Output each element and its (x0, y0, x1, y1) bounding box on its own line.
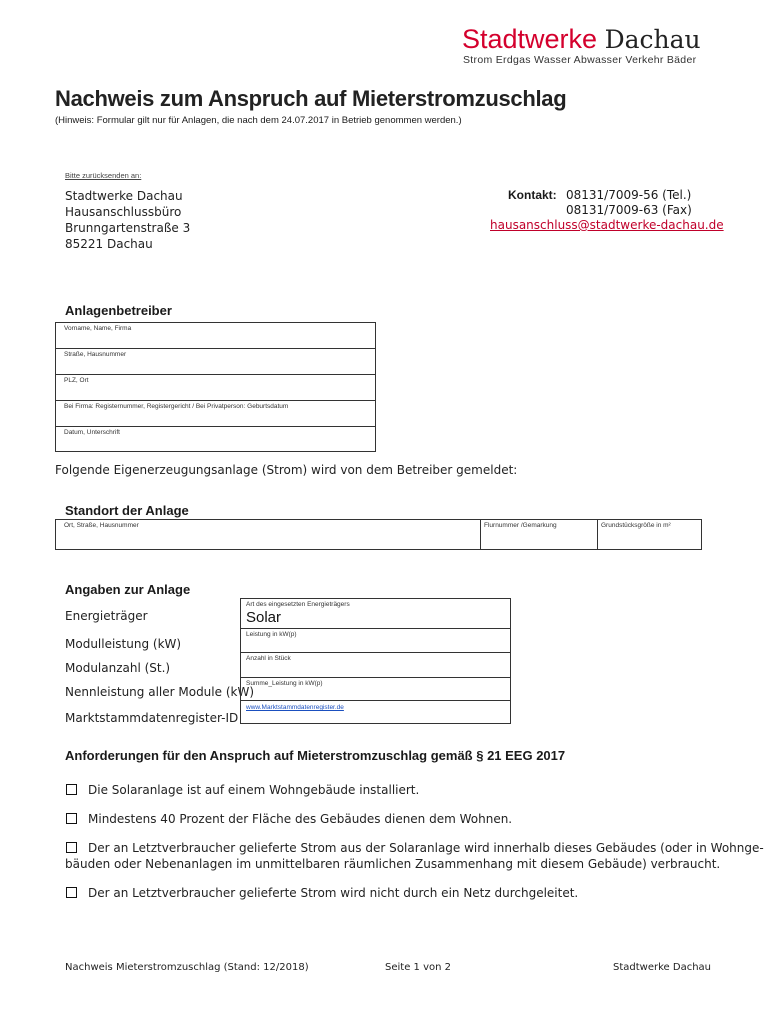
contact-email-link[interactable]: hausanschluss@stadtwerke-dachau.de (490, 218, 724, 232)
operator-field-label: PLZ, Ort (64, 377, 89, 384)
location-field-label: Grundstücksgröße in m² (601, 522, 671, 529)
report-sentence: Folgende Eigenerzeugungsanlage (Strom) wird von dem Betreiber gemeldet: (55, 463, 518, 477)
requirement-checkbox[interactable] (66, 842, 77, 853)
logo-tagline: Strom Erdgas Wasser Abwasser Verkehr Bäder (463, 54, 697, 66)
plant-row-label: Energieträger (65, 609, 148, 623)
requirement-text: Der an Letztverbraucher gelieferte Strom aus der Solaranlage wird innerhalb dieses Gebäudes (oder in Wohnge- (88, 841, 764, 855)
operator-section-title: Anlagenbetreiber (65, 303, 172, 318)
operator-field-label: Datum, Unterschrift (64, 429, 120, 436)
requirement-checkbox[interactable] (66, 784, 77, 795)
location-form-box (55, 519, 702, 550)
requirement-text: Die Solaranlage ist auf einem Wohngebäude installiert. (88, 783, 420, 797)
requirements-section-title: Anforderungen für den Anspruch auf Mieterstromzuschlag gemäß § 21 EEG 2017 (65, 748, 566, 763)
operator-form-box (55, 322, 376, 452)
plant-row-label: Nennleistung aller Module (kW) (65, 685, 254, 699)
contact-label: Kontakt: (508, 188, 557, 202)
plant-row-label: Marktstammdatenregister-ID (65, 711, 239, 725)
plant-field-label: Art des eingesetzten Energieträgers (246, 601, 350, 608)
requirement-text: Mindestens 40 Prozent der Fläche des Gebäudes dienen dem Wohnen. (88, 812, 513, 826)
footer-company: Stadtwerke Dachau (613, 962, 712, 973)
address-line: Brunngartenstraße 3 (65, 221, 191, 235)
requirement-checkbox[interactable] (66, 813, 77, 824)
logo-brand-red: Stadtwerke (462, 24, 598, 54)
contact-numbers (566, 188, 692, 218)
address-line: Hausanschlussbüro (65, 205, 182, 219)
energy-source-value[interactable]: Solar (246, 609, 282, 626)
plant-field-label: Anzahl in Stück (246, 655, 291, 662)
footer-document-info: Nachweis Mieterstromzuschlag (Stand: 12/2018) (65, 962, 309, 973)
address-line: Stadtwerke Dachau (65, 189, 183, 203)
location-section-title: Standort der Anlage (65, 503, 189, 518)
plant-field-label: Leistung in kW(p) (246, 631, 297, 638)
location-field-label: Flurnummer /Gemarkung (484, 522, 557, 529)
contact-fax: 08131/7009-63 (Fax) (566, 203, 692, 217)
form-hint: (Hinweis: Formular gilt nur für Anlagen, die nach dem 24.07.2017 in Betrieb genommen werden.) (55, 115, 462, 126)
operator-field-label: Bei Firma: Registernummer, Registergericht / Bei Privatperson: Geburtsdatum (64, 403, 289, 410)
requirement-checkbox[interactable] (66, 887, 77, 898)
return-address (65, 188, 190, 252)
operator-field-label: Vorname, Name, Firma (64, 325, 132, 332)
plant-section-title: Angaben zur Anlage (65, 582, 191, 597)
operator-field-label: Straße, Hausnummer (64, 351, 127, 358)
register-link[interactable]: www.Marktstammdatenregister.de (246, 704, 344, 711)
return-label: Bitte zurücksenden an: (65, 171, 142, 180)
page-title: Nachweis zum Anspruch auf Mieterstromzuschlag (55, 86, 567, 111)
requirement-text: Der an Letztverbraucher gelieferte Strom wird nicht durch ein Netz durchgeleitet. (88, 886, 579, 900)
footer-page-number: Seite 1 von 2 (385, 962, 451, 973)
contact-tel: 08131/7009-56 (Tel.) (566, 188, 692, 202)
plant-field-label: Summe_Leistung in kW(p) (246, 680, 323, 687)
location-field-label: Ort, Straße, Hausnummer (64, 522, 139, 529)
plant-form-box (240, 598, 511, 724)
address-line: 85221 Dachau (65, 237, 153, 251)
logo-brand-dark: Dachau (604, 25, 701, 54)
plant-row-label: Modulleistung (kW) (65, 637, 182, 651)
plant-row-label: Modulanzahl (St.) (65, 661, 171, 675)
company-logo (462, 24, 701, 55)
requirement-text-continued: bäuden oder Nebenanlagen im unmittelbaren räumlichen Zusammenhang mit diesem Gebäude) verbraucht. (65, 857, 721, 871)
